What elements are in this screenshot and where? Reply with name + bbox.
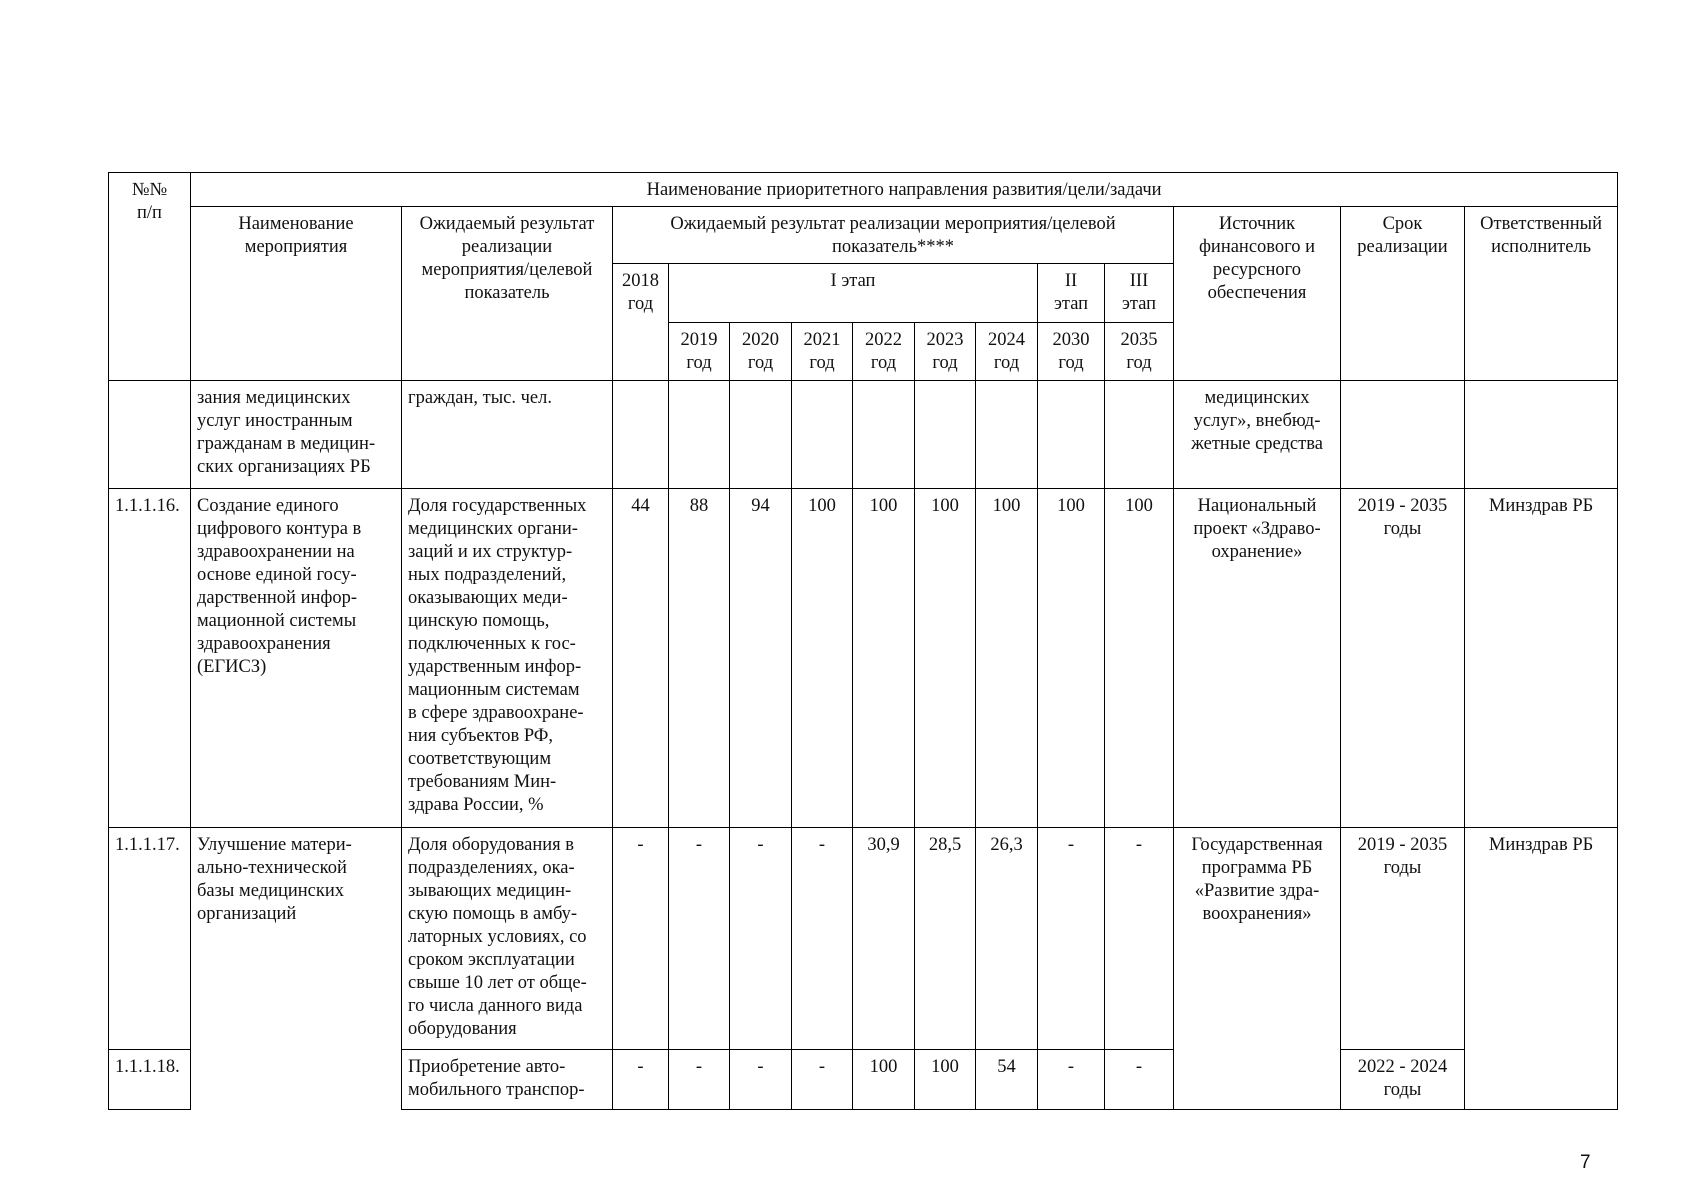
- page-number: 7: [1580, 1152, 1591, 1173]
- year-2018-header: 2018 год: [613, 264, 669, 381]
- value-2030: [1038, 381, 1105, 489]
- indicator-name: Приобретение авто- мобильного транспор-: [402, 1050, 613, 1110]
- measure-name: Создание единого цифрового контура в здравоохранении на основе единой госу- дарственной инфор- мационной системы здравоохранения (ЕГИСЗ): [191, 489, 402, 828]
- direction-title: Наименование приоритетного направления развития/цели/задачи: [191, 173, 1618, 207]
- funding-source: Национальный проект «Здраво- охранение»: [1174, 489, 1341, 828]
- value-2022: 100: [853, 1050, 915, 1110]
- value-2035: 100: [1105, 489, 1174, 828]
- indicator-name: Доля оборудования в подразделениях, ока- зывающих медицин- скую помощь в амбу- латорных условиях, со сроком эксплуатации свыше 10 лет от обще- го числа данного вида оборудования: [402, 828, 613, 1050]
- value-2024: 100: [976, 489, 1038, 828]
- value-2030: -: [1038, 828, 1105, 1050]
- executor: Минздрав РБ: [1465, 828, 1618, 1110]
- value-2020: [730, 381, 792, 489]
- measure-name: зания медицинских услуг иностранным гражданам в медицин- ских организациях РБ: [191, 381, 402, 489]
- header-row-2: [109, 207, 1618, 264]
- year-header: 2019 год: [669, 323, 730, 381]
- value-2035: [1105, 381, 1174, 489]
- value-2023: 28,5: [915, 828, 976, 1050]
- year-header: 2021 год: [792, 323, 853, 381]
- value-2021: 100: [792, 489, 853, 828]
- table-row: [109, 489, 1618, 828]
- year-header: 2022 год: [853, 323, 915, 381]
- stage-2-header: II этап: [1038, 264, 1105, 323]
- value-2020: -: [730, 1050, 792, 1110]
- value-2024: [976, 381, 1038, 489]
- num-header: №№ п/п: [109, 173, 191, 381]
- value-2019: [669, 381, 730, 489]
- year-header: 2035 год: [1105, 323, 1174, 381]
- value-2030: -: [1038, 1050, 1105, 1110]
- source-header: Источник финансового и ресурсного обеспечения: [1174, 207, 1341, 381]
- value-2021: -: [792, 1050, 853, 1110]
- value-2018: -: [613, 1050, 669, 1110]
- value-2023: 100: [915, 489, 976, 828]
- year-header: 2023 год: [915, 323, 976, 381]
- executor-header: Ответственный исполнитель: [1465, 207, 1618, 381]
- value-2035: -: [1105, 828, 1174, 1050]
- value-2023: [915, 381, 976, 489]
- row-number: 1.1.1.18.: [109, 1050, 191, 1110]
- value-2022: 30,9: [853, 828, 915, 1050]
- funding-source: медицинских услуг», внебюд- жетные средства: [1174, 381, 1341, 489]
- value-2018: [613, 381, 669, 489]
- row-number: [109, 381, 191, 489]
- value-2022: 100: [853, 489, 915, 828]
- table-row: [109, 381, 1618, 489]
- header-row-1: [109, 173, 1618, 207]
- expected-result-header: Ожидаемый результат реализации мероприятия/целевой показатель: [402, 207, 613, 381]
- value-2030: 100: [1038, 489, 1105, 828]
- row-number: 1.1.1.16.: [109, 489, 191, 828]
- term: 2019 - 2035 годы: [1341, 828, 1465, 1050]
- value-2019: 88: [669, 489, 730, 828]
- year-header: 2030 год: [1038, 323, 1105, 381]
- measure-name: Улучшение матери- ально-технической базы медицинских организаций: [191, 828, 402, 1110]
- measures-table: [108, 172, 1618, 1110]
- term: [1341, 381, 1465, 489]
- executor: [1465, 381, 1618, 489]
- value-2019: -: [669, 1050, 730, 1110]
- indicator-name: Доля государственных медицинских органи- заций и их структур- ных подразделений, оказывающих меди- цинскую помощь, подключенных к гос- ударственным инфор- мационным системам в сфере здравоохране- ния субъектов РФ, соответствующим требованиям Мин- здрава России, %: [402, 489, 613, 828]
- value-2021: [792, 381, 853, 489]
- table-row: [109, 828, 1618, 1050]
- year-header: 2024 год: [976, 323, 1038, 381]
- value-2022: [853, 381, 915, 489]
- value-2023: 100: [915, 1050, 976, 1110]
- value-2035: -: [1105, 1050, 1174, 1110]
- value-2020: 94: [730, 489, 792, 828]
- measure-name-header: Наименование мероприятия: [191, 207, 402, 381]
- value-2020: -: [730, 828, 792, 1050]
- funding-source: Государственная программа РБ «Развитие здра- воохранения»: [1174, 828, 1341, 1110]
- value-2019: -: [669, 828, 730, 1050]
- value-2024: 26,3: [976, 828, 1038, 1050]
- stage-3-header: III этап: [1105, 264, 1174, 323]
- stage-1-header: I этап: [669, 264, 1038, 323]
- expected-indicator-header: Ожидаемый результат реализации мероприятия/целевой показатель****: [613, 207, 1174, 264]
- value-2018: -: [613, 828, 669, 1050]
- value-2024: 54: [976, 1050, 1038, 1110]
- executor: Минздрав РБ: [1465, 489, 1618, 828]
- term-header: Срок реализации: [1341, 207, 1465, 381]
- row-number: 1.1.1.17.: [109, 828, 191, 1050]
- term: 2019 - 2035 годы: [1341, 489, 1465, 828]
- value-2021: -: [792, 828, 853, 1050]
- year-header: 2020 год: [730, 323, 792, 381]
- indicator-name: граждан, тыс. чел.: [402, 381, 613, 489]
- term: 2022 - 2024 годы: [1341, 1050, 1465, 1110]
- value-2018: 44: [613, 489, 669, 828]
